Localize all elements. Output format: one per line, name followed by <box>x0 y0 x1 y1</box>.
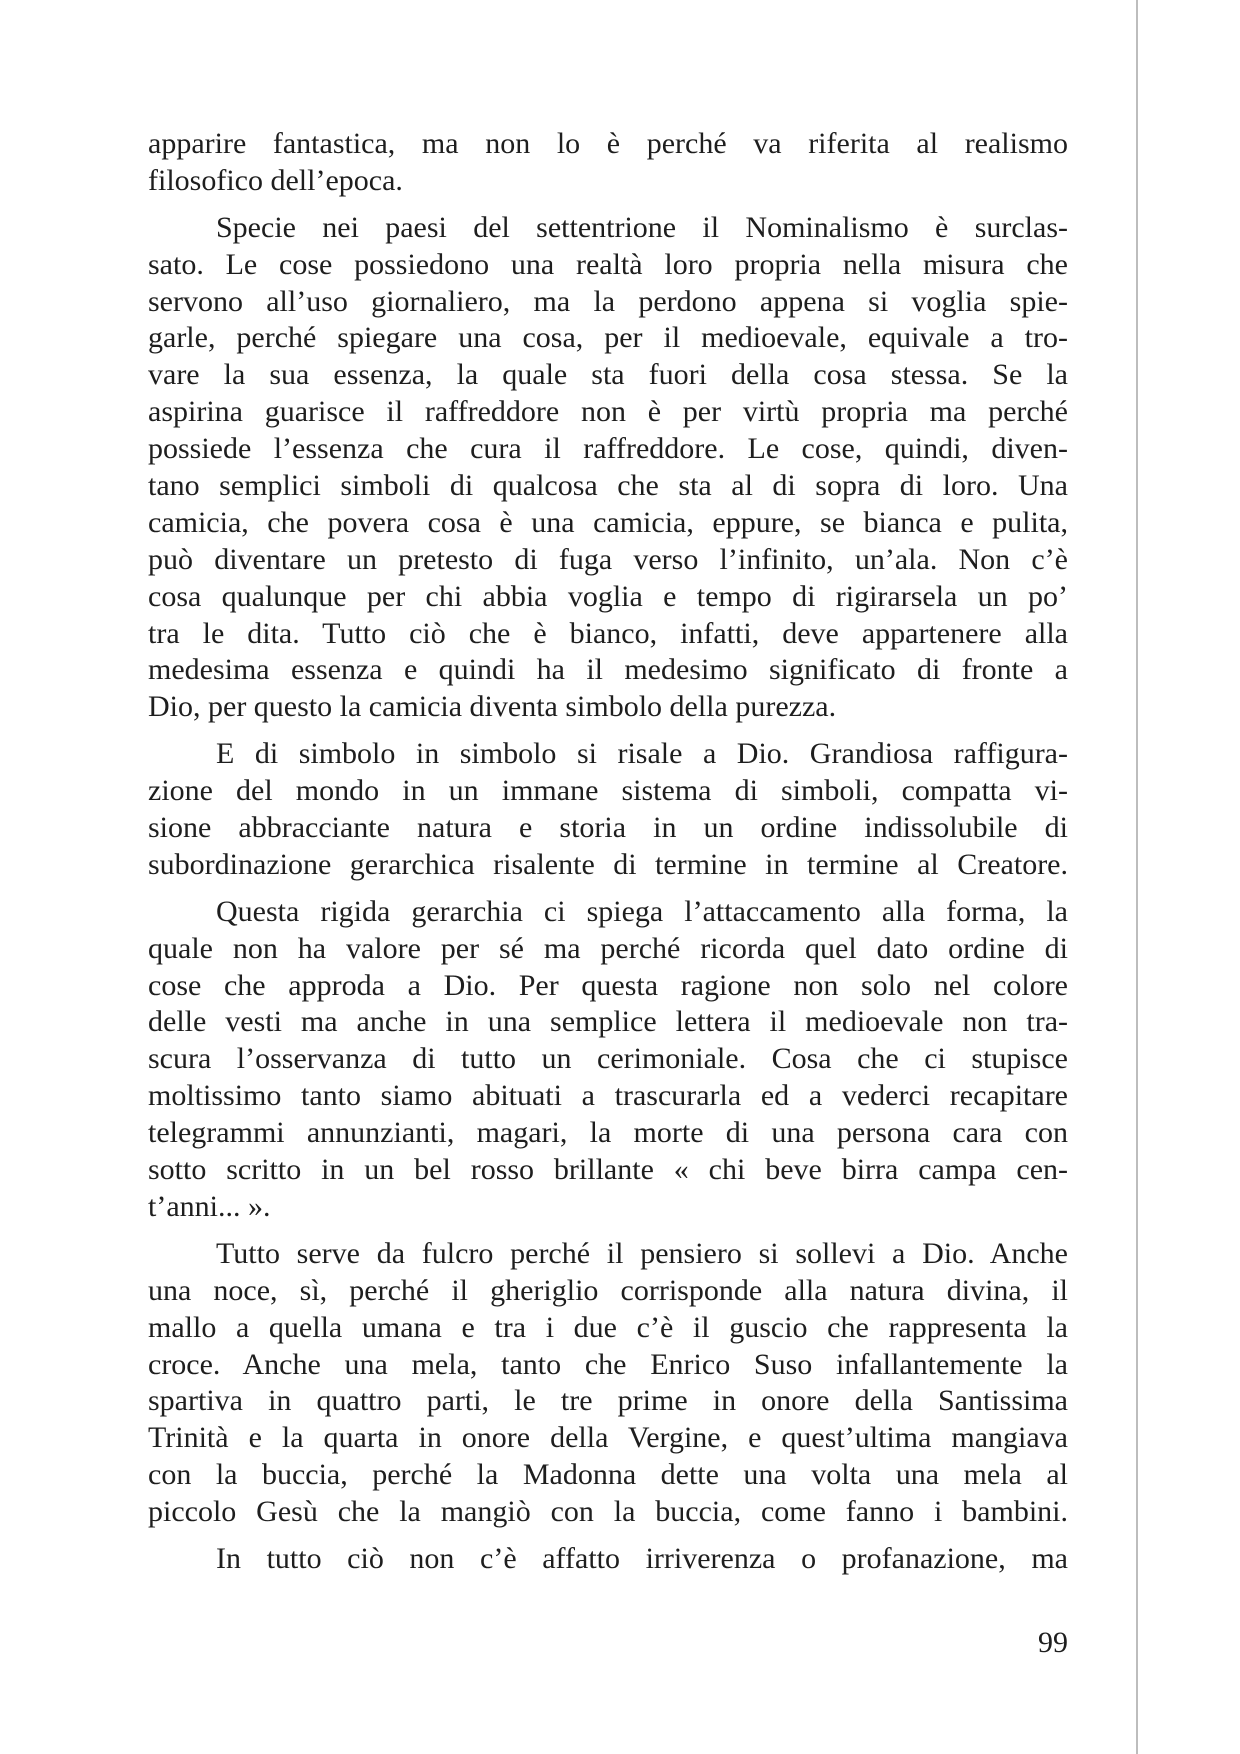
text-line: scura l’osservanza di tutto un cerimoniale. Cosa che ci stupisce <box>148 1042 1068 1076</box>
text-line: tra le dita. Tutto ciò che è bianco, infatti, deve appartenere alla <box>148 616 1068 650</box>
text-line: piccolo Gesù che la mangiò con la buccia, come fanno i bambini. <box>148 1495 1068 1529</box>
text-line: Specie nei paesi del settentrione il Nominalismo è surclas- <box>216 210 1068 244</box>
text-line: quale non ha valore per sé ma perché ricorda quel dato ordine di <box>148 931 1068 965</box>
text-line: mallo a quella umana e tra i due c’è il guscio che rappresenta la <box>148 1310 1068 1344</box>
page-edge-line <box>1136 0 1138 1754</box>
text-line: apparire fantastica, ma non lo è perché va riferita al realismo <box>148 127 1068 160</box>
text-line: sato. Le cose possiedono una realtà loro propria nella misura che <box>148 247 1068 281</box>
text-line: cose che approda a Dio. Per questa ragione non solo nel colore <box>148 968 1068 1002</box>
text-line: spartiva in quattro parti, le tre prime in onore della Santissima <box>148 1384 1068 1418</box>
text-line: vare la sua essenza, la quale sta fuori della cosa stessa. Se la <box>148 358 1068 392</box>
text-line: tano semplici simboli di qualcosa che sta al di sopra di loro. Una <box>148 469 1068 503</box>
body-text <box>148 126 1068 1578</box>
text-line: può diventare un pretesto di fuga verso l’infinito, un’ala. Non c’è <box>148 542 1068 576</box>
text-line: croce. Anche una mela, tanto che Enrico Suso infallantemente la <box>148 1347 1068 1381</box>
text-line: sotto scritto in un bel rosso brillante « chi beve birra campa cen- <box>148 1153 1068 1187</box>
text-line: camicia, che povera cosa è una camicia, eppure, se bianca e pulita, <box>148 505 1068 539</box>
text-line: subordinazione gerarchica risalente di termine in termine al Creatore. <box>148 847 1068 881</box>
text-line: medesima essenza e quindi ha il medesimo significato di fronte a <box>148 653 1068 687</box>
text-line: filosofico dell’epoca. <box>148 163 403 197</box>
text-line: delle vesti ma anche in una semplice lettera il medioevale non tra- <box>148 1005 1068 1039</box>
page-number: 99 <box>1038 1626 1068 1659</box>
text-line: possiede l’essenza che cura il raffreddore. Le cose, quindi, diven- <box>148 432 1068 466</box>
text-line: Trinità e la quarta in onore della Vergine, e quest’ultima mangiava <box>148 1421 1068 1455</box>
text-line: Questa rigida gerarchia ci spiega l’attaccamento alla forma, la <box>216 894 1068 928</box>
text-line: una noce, sì, perché il gheriglio corrisponde alla natura divina, il <box>148 1273 1068 1307</box>
text-line: servono all’uso giornaliero, ma la perdono appena si voglia spie- <box>148 284 1068 318</box>
text-line: sione abbracciante natura e storia in un ordine indissolubile di <box>148 811 1068 845</box>
text-line: telegrammi annunzianti, magari, la morte di una persona cara con <box>148 1116 1068 1150</box>
text-line: In tutto ciò non c’è affatto irriverenza o profanazione, ma <box>216 1541 1068 1575</box>
text-line: moltissimo tanto siamo abituati a trascurarla ed a vederci recapitare <box>148 1079 1068 1113</box>
text-line: cosa qualunque per chi abbia voglia e tempo di rigirarsela un po’ <box>148 579 1068 613</box>
text-line: t’anni... ». <box>148 1189 271 1223</box>
text-line: E di simbolo in simbolo si risale a Dio. Grandiosa raffigura- <box>216 737 1068 771</box>
text-line: con la buccia, perché la Madonna dette una volta una mela al <box>148 1458 1068 1492</box>
text-line: aspirina guarisce il raffreddore non è per virtù propria ma perché <box>148 395 1068 429</box>
text-line: garle, perché spiegare una cosa, per il medioevale, equivale a tro- <box>148 321 1068 355</box>
text-line: zione del mondo in un immane sistema di simboli, compatta vi- <box>148 774 1068 808</box>
text-line: Dio, per questo la camicia diventa simbolo della purezza. <box>148 690 837 724</box>
text-line: Tutto serve da fulcro perché il pensiero si sollevi a Dio. Anche <box>216 1236 1068 1270</box>
